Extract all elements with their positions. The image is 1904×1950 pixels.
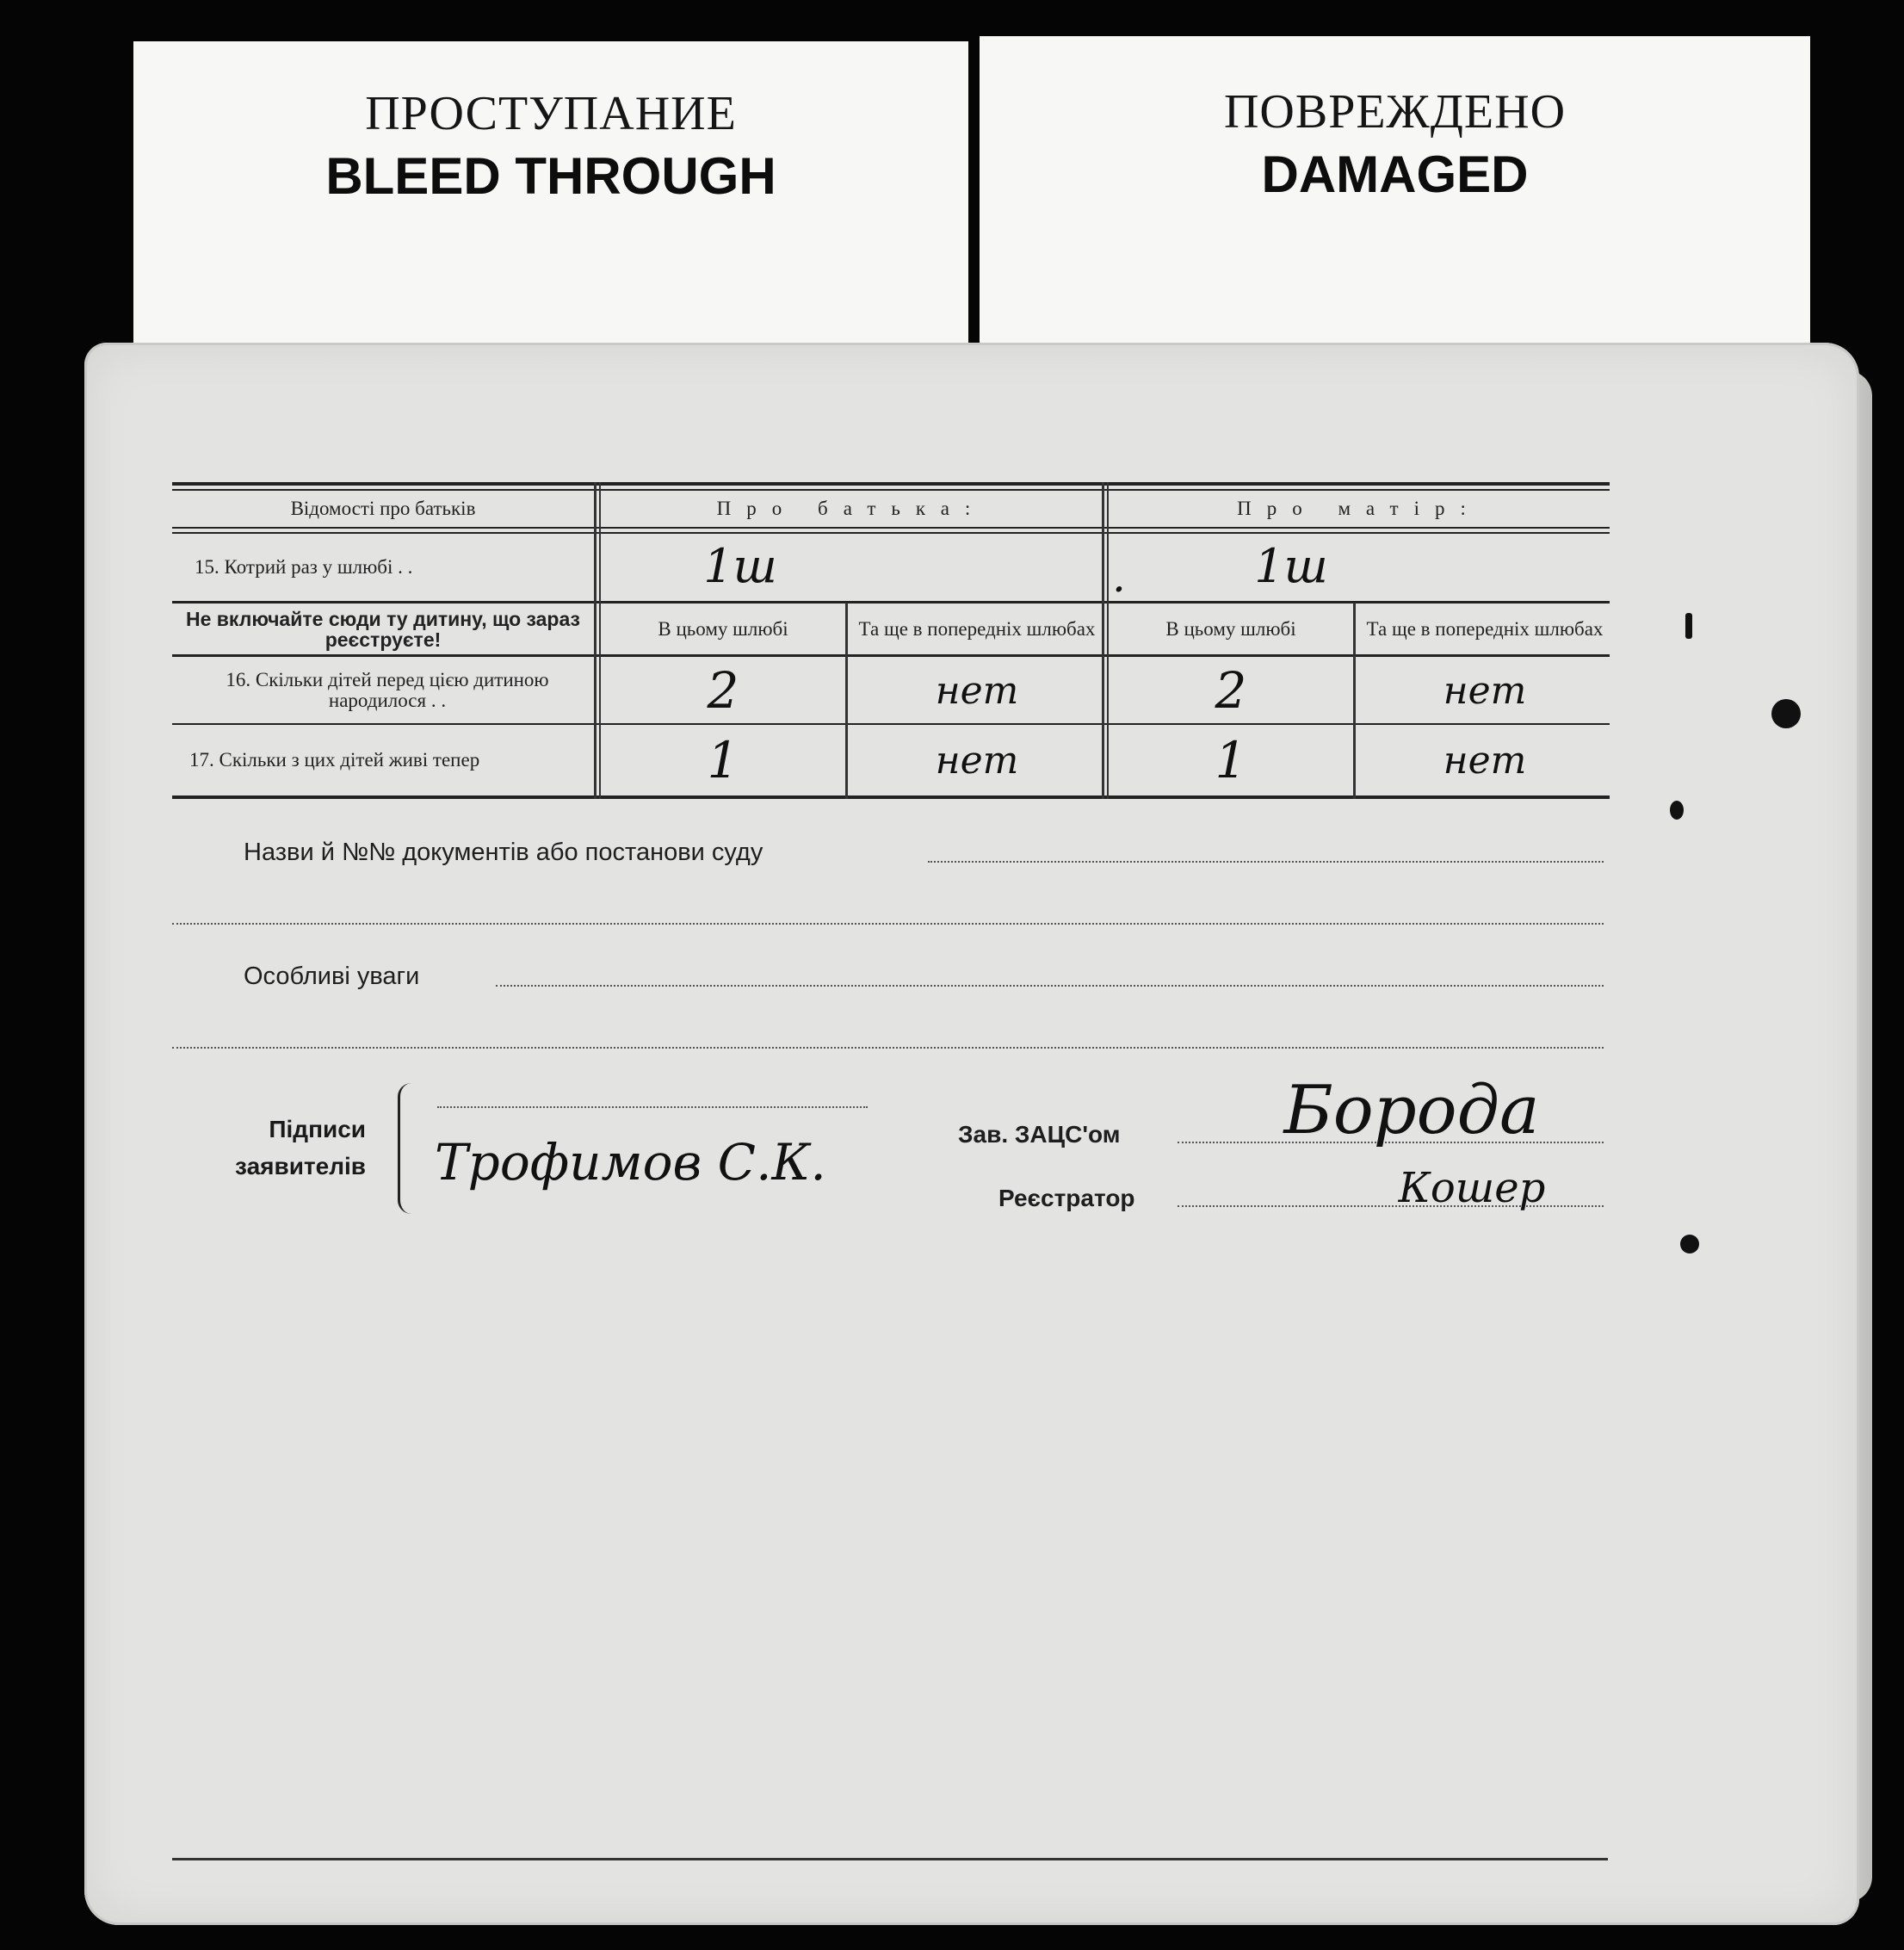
table-col-rule	[845, 603, 848, 799]
row16-label: 16. Скільки дітей перед цією дитиною народилося . .	[226, 668, 549, 711]
applicants-signature-label	[232, 1111, 366, 1185]
bleed-through-english-label: BLEED THROUGH	[325, 147, 776, 205]
page-bottom-rule	[172, 1858, 1608, 1860]
row17-mother-previous: нет	[1443, 738, 1527, 783]
table-rule	[172, 601, 1610, 604]
head-signature: Борода	[1283, 1072, 1540, 1149]
row15-dot-mark: .	[1112, 552, 1126, 602]
damage-spot	[1685, 613, 1692, 639]
table-rule	[172, 654, 1610, 657]
applicant-signature: Трофимов С.К.	[435, 1133, 826, 1192]
damage-spot	[1680, 1235, 1699, 1254]
table-rule	[172, 723, 1610, 725]
table-bottom-rule	[172, 795, 1610, 799]
parents-info-table	[172, 482, 1610, 799]
row16-father-current: 2	[707, 661, 739, 720]
row15-father-value: 1ш	[703, 538, 777, 593]
row17-father-current: 1	[707, 731, 739, 789]
bleed-through-russian-label: ПРОСТУПАНИЕ	[365, 87, 737, 140]
subheader-note: Не включайте сюди ту дитину, що зараз реєструєте!	[185, 607, 580, 651]
applicants-label-line1: Підписи	[269, 1116, 366, 1142]
registrar-label: Реєстратор	[998, 1185, 1135, 1211]
damage-spot	[1670, 801, 1684, 820]
header-mother: Про матір:	[1237, 497, 1481, 519]
documents-label: Назви й №№ документів або постанови суду	[244, 839, 763, 866]
registrar-signature: Кошер	[1398, 1164, 1546, 1212]
row16-mother-previous: нет	[1443, 668, 1527, 713]
applicant-signature-line	[437, 1106, 868, 1108]
remarks-line	[496, 985, 1604, 987]
row15-mother-value: 1ш	[1254, 538, 1328, 593]
table-col-rule	[1102, 482, 1104, 799]
subheader-father-current: В цьому шлюбі	[658, 617, 788, 640]
row16-mother-current: 2	[1215, 661, 1247, 720]
subheader-mother-previous: Та ще в попередніх шлюбах	[1366, 617, 1604, 640]
documents-line-2	[172, 923, 1604, 925]
damaged-russian-label: ПОВРЕЖДЕНО	[1223, 85, 1567, 139]
row15-label: 15. Котрий раз у шлюбі . .	[195, 555, 413, 578]
row17-father-previous: нет	[935, 738, 1019, 783]
signature-brace	[398, 1083, 417, 1214]
applicants-label-line2: заявителів	[235, 1153, 366, 1180]
row17-mother-current: 1	[1215, 731, 1247, 789]
damaged-english-label: DAMAGED	[1261, 145, 1529, 203]
head-label: Зав. ЗАЦС'ом	[958, 1121, 1121, 1148]
damaged-label-card	[980, 36, 1810, 390]
table-rule	[172, 527, 1610, 529]
header-row-label: Відомості про батьків	[290, 497, 476, 519]
bleed-through-label-card	[133, 41, 968, 390]
damage-spot	[1771, 699, 1801, 728]
table-col-rule	[594, 482, 597, 799]
table-top-rule	[172, 482, 1610, 486]
header-father: Про батька:	[716, 497, 986, 519]
row16-father-previous: нет	[935, 668, 1019, 713]
documents-line	[928, 861, 1604, 863]
subheader-father-previous: Та ще в попередніх шлюбах	[858, 617, 1096, 640]
remarks-label: Особливі уваги	[244, 963, 420, 990]
subheader-mother-current: В цьому шлюбі	[1165, 617, 1296, 640]
row17-label: 17. Скільки з цих дітей живі тепер	[189, 748, 480, 771]
table-col-rule	[1353, 603, 1356, 799]
remarks-line-2	[172, 1047, 1604, 1049]
